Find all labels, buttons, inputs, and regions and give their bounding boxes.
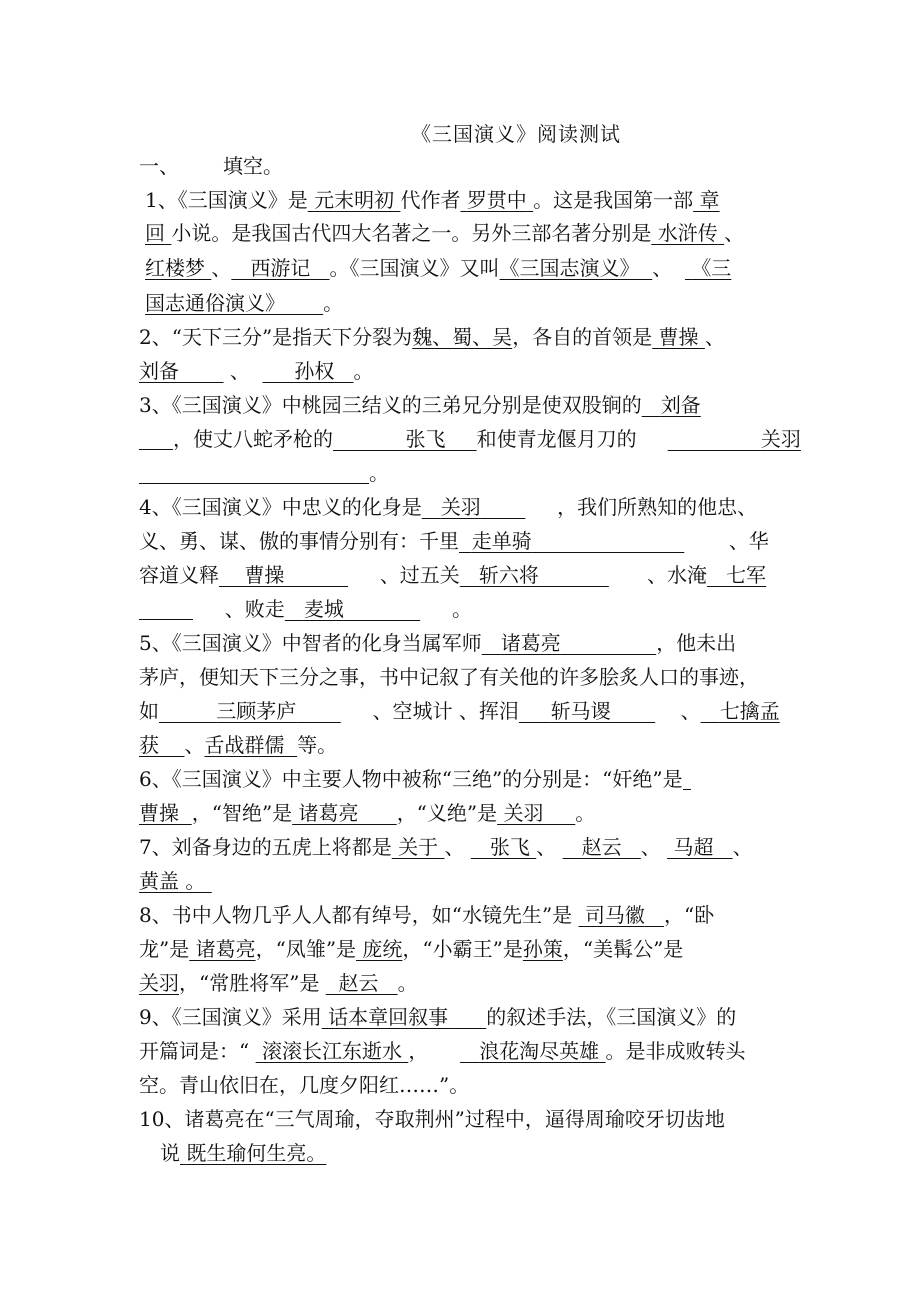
section-heading: [139, 151, 283, 181]
answer-blank: 关羽: [760, 427, 801, 451]
q4-line-3: 容道义释 曹操 、过五关 斩六将 、水淹 七军: [139, 563, 767, 587]
answer-blank: 滚滚长江东逝水: [261, 1039, 402, 1063]
answer-blank: 关羽: [139, 971, 179, 995]
answer-blank: 走单骑: [471, 529, 532, 553]
answer-blank: 《三: [691, 256, 732, 280]
q2-line-2: 刘备 、 孙权 。: [139, 359, 374, 383]
answer-blank: 马超: [673, 835, 714, 859]
page-title: 《三国演义》阅读测试: [411, 122, 621, 146]
answer-blank: 既生瑜何生亮。: [186, 1141, 327, 1165]
q8-line-2: 龙”是 诸葛亮，“凤雏”是 庞统，“小霸王”是孙策，“美髯公”是: [139, 937, 684, 961]
answer-blank: 罗贯中: [466, 188, 527, 212]
answer-blank: 西游记: [250, 256, 311, 280]
q8-line-3: 关羽，“常胜将军”是 赵云 。: [139, 971, 418, 995]
q6-line-1: 6、《三国演义》中主要人物中被称“三绝”的分别是：“奸绝”是: [139, 764, 691, 794]
answer-blank: 斩马谡: [550, 699, 611, 723]
q9-line-3: 空。青山依旧在，几度夕阳红……”。: [139, 1073, 470, 1097]
q10-line-2: 说 既生瑜何生亮。: [160, 1141, 327, 1165]
q3-line-3: 。: [139, 458, 389, 488]
answer-blank: 曹操: [244, 563, 285, 587]
answer-blank: 诸葛亮: [500, 631, 561, 655]
q8-line-1: 8、书中人物几乎人人都有绰号，如“水镜先生”是 司马徽 ，“卧: [139, 903, 715, 927]
answer-blank: 麦城: [303, 597, 344, 621]
answer-blank: 诸葛亮: [195, 937, 256, 961]
answer-blank: 浪花淘尽英雄: [479, 1039, 600, 1063]
answer-blank: 黄盖 。: [139, 869, 206, 893]
answer-blank: 赵云: [581, 835, 622, 859]
answer-blank: 舌战群儒: [204, 733, 285, 757]
answer-blank: 国志通俗演义》: [145, 291, 285, 315]
answer-blank: [683, 767, 691, 790]
answer-blank: 获: [139, 733, 159, 757]
answer-blank: 关羽: [440, 495, 481, 519]
answer-blank: 元末明初: [314, 188, 395, 212]
q1-line-4: 国志通俗演义》 。: [145, 291, 344, 315]
q1-line-1: 1、《三国演义》是 元末明初 代作者 罗贯中 。这是我国第一部 章: [145, 188, 720, 212]
answer-blank: 张飞: [489, 835, 530, 859]
answer-blank: [139, 597, 193, 620]
q10-line-1: 10、诸葛亮在“三气周瑜，夺取荆州”过程中，逼得周瑜咬牙切齿地: [139, 1107, 725, 1131]
q1-line-2: 回 小说。是我国古代四大名著之一。另外三部名著分别是 水浒传 、: [145, 221, 745, 245]
q4-line-2: 义、勇、谋、傲的事情分别有：千里 走单骑 、华: [139, 529, 769, 553]
answer-blank: 水浒传: [657, 221, 718, 245]
answer-blank: 话本章回叙事: [328, 1005, 449, 1029]
answer-blank: 七军: [726, 563, 767, 587]
answer-blank: [139, 461, 369, 484]
q5-line-2: 茅庐，便知天下三分之事，书中记叙了有关他的许多脍炙人口的事迹，: [139, 665, 759, 689]
answer-blank: 曹操: [139, 801, 179, 825]
q1-line-3: 红楼梦 、 西游记 。《三国演义》又叫《三国志演义》 、 《三: [145, 256, 732, 280]
q4-line-1: 4、《三国演义》中忠义的化身是 关羽 ，我们所熟知的他忠、: [139, 495, 758, 519]
answer-blank: 孙权: [294, 359, 335, 383]
q3-line-1: 3、《三国演义》中桃园三结义的三弟兄分别是使双股锏的 刘备: [139, 393, 701, 417]
q5-line-4: 获 、舌战群儒 等。: [139, 733, 338, 757]
q9-line-2: 开篇词是：“ 滚滚长江东逝水 ， 浪花淘尽英雄 。是非成败转头: [139, 1039, 746, 1063]
q9-line-1: 9、《三国演义》采用 话本章回叙事 的叙述手法，《三国演义》的: [139, 1005, 737, 1029]
answer-blank: 赵云: [338, 971, 379, 995]
answer-blank: [139, 427, 173, 450]
q3-line-2: ，使丈八蛇矛枪的 张飞 和使青龙偃月刀的 关羽: [139, 424, 801, 454]
q6-line-2: 曹操 ，“智绝”是 诸葛亮 ，“义绝”是 关羽 。: [139, 801, 596, 825]
answer-blank: 红楼梦: [145, 256, 205, 280]
section-number: 一、: [139, 154, 179, 178]
q2-line-1: 2、“天下三分”是指天下分裂为魏、蜀、吴，各自的首领是 曹操 、: [139, 325, 725, 349]
q5-line-3: 如 三顾茅庐 、空城计 、挥泪 斩马谡 、 七擒孟: [139, 699, 780, 723]
answer-blank: 刘备: [139, 359, 179, 383]
answer-blank: 关羽: [503, 801, 544, 825]
q7-line-1: 7、刘备身边的五虎上将都是 关于 、 张飞 、 赵云 、 马超 、: [139, 835, 753, 859]
answer-blank: 刘备: [660, 393, 701, 417]
answer-blank: 斩六将: [478, 563, 539, 587]
answer-blank: 章: [699, 188, 720, 212]
section-label: 填空。: [223, 154, 283, 178]
answer-blank: 三顾茅庐: [216, 699, 297, 723]
answer-blank: 曹操: [658, 325, 699, 349]
answer-blank: 关于: [398, 835, 439, 859]
q7-line-2: [139, 866, 212, 896]
answer-blank: 庞统: [362, 937, 403, 961]
answer-blank: 诸葛亮: [298, 801, 359, 825]
answer-blank: 回: [145, 221, 165, 245]
answer-blank: 《三国志演义》: [499, 256, 640, 280]
answer-blank: 司马徽: [584, 903, 645, 927]
q5-line-1: 5、《三国演义》中智者的化身当属军师 诸葛亮 ，他未出: [139, 631, 737, 655]
q4-line-4: 、败走 麦城 。: [139, 594, 472, 624]
answer-blank: 魏、蜀、吴: [412, 325, 513, 349]
answer-blank: 孙策: [522, 937, 563, 961]
answer-blank: 张飞: [405, 427, 446, 451]
answer-blank: 七擒孟: [719, 699, 780, 723]
